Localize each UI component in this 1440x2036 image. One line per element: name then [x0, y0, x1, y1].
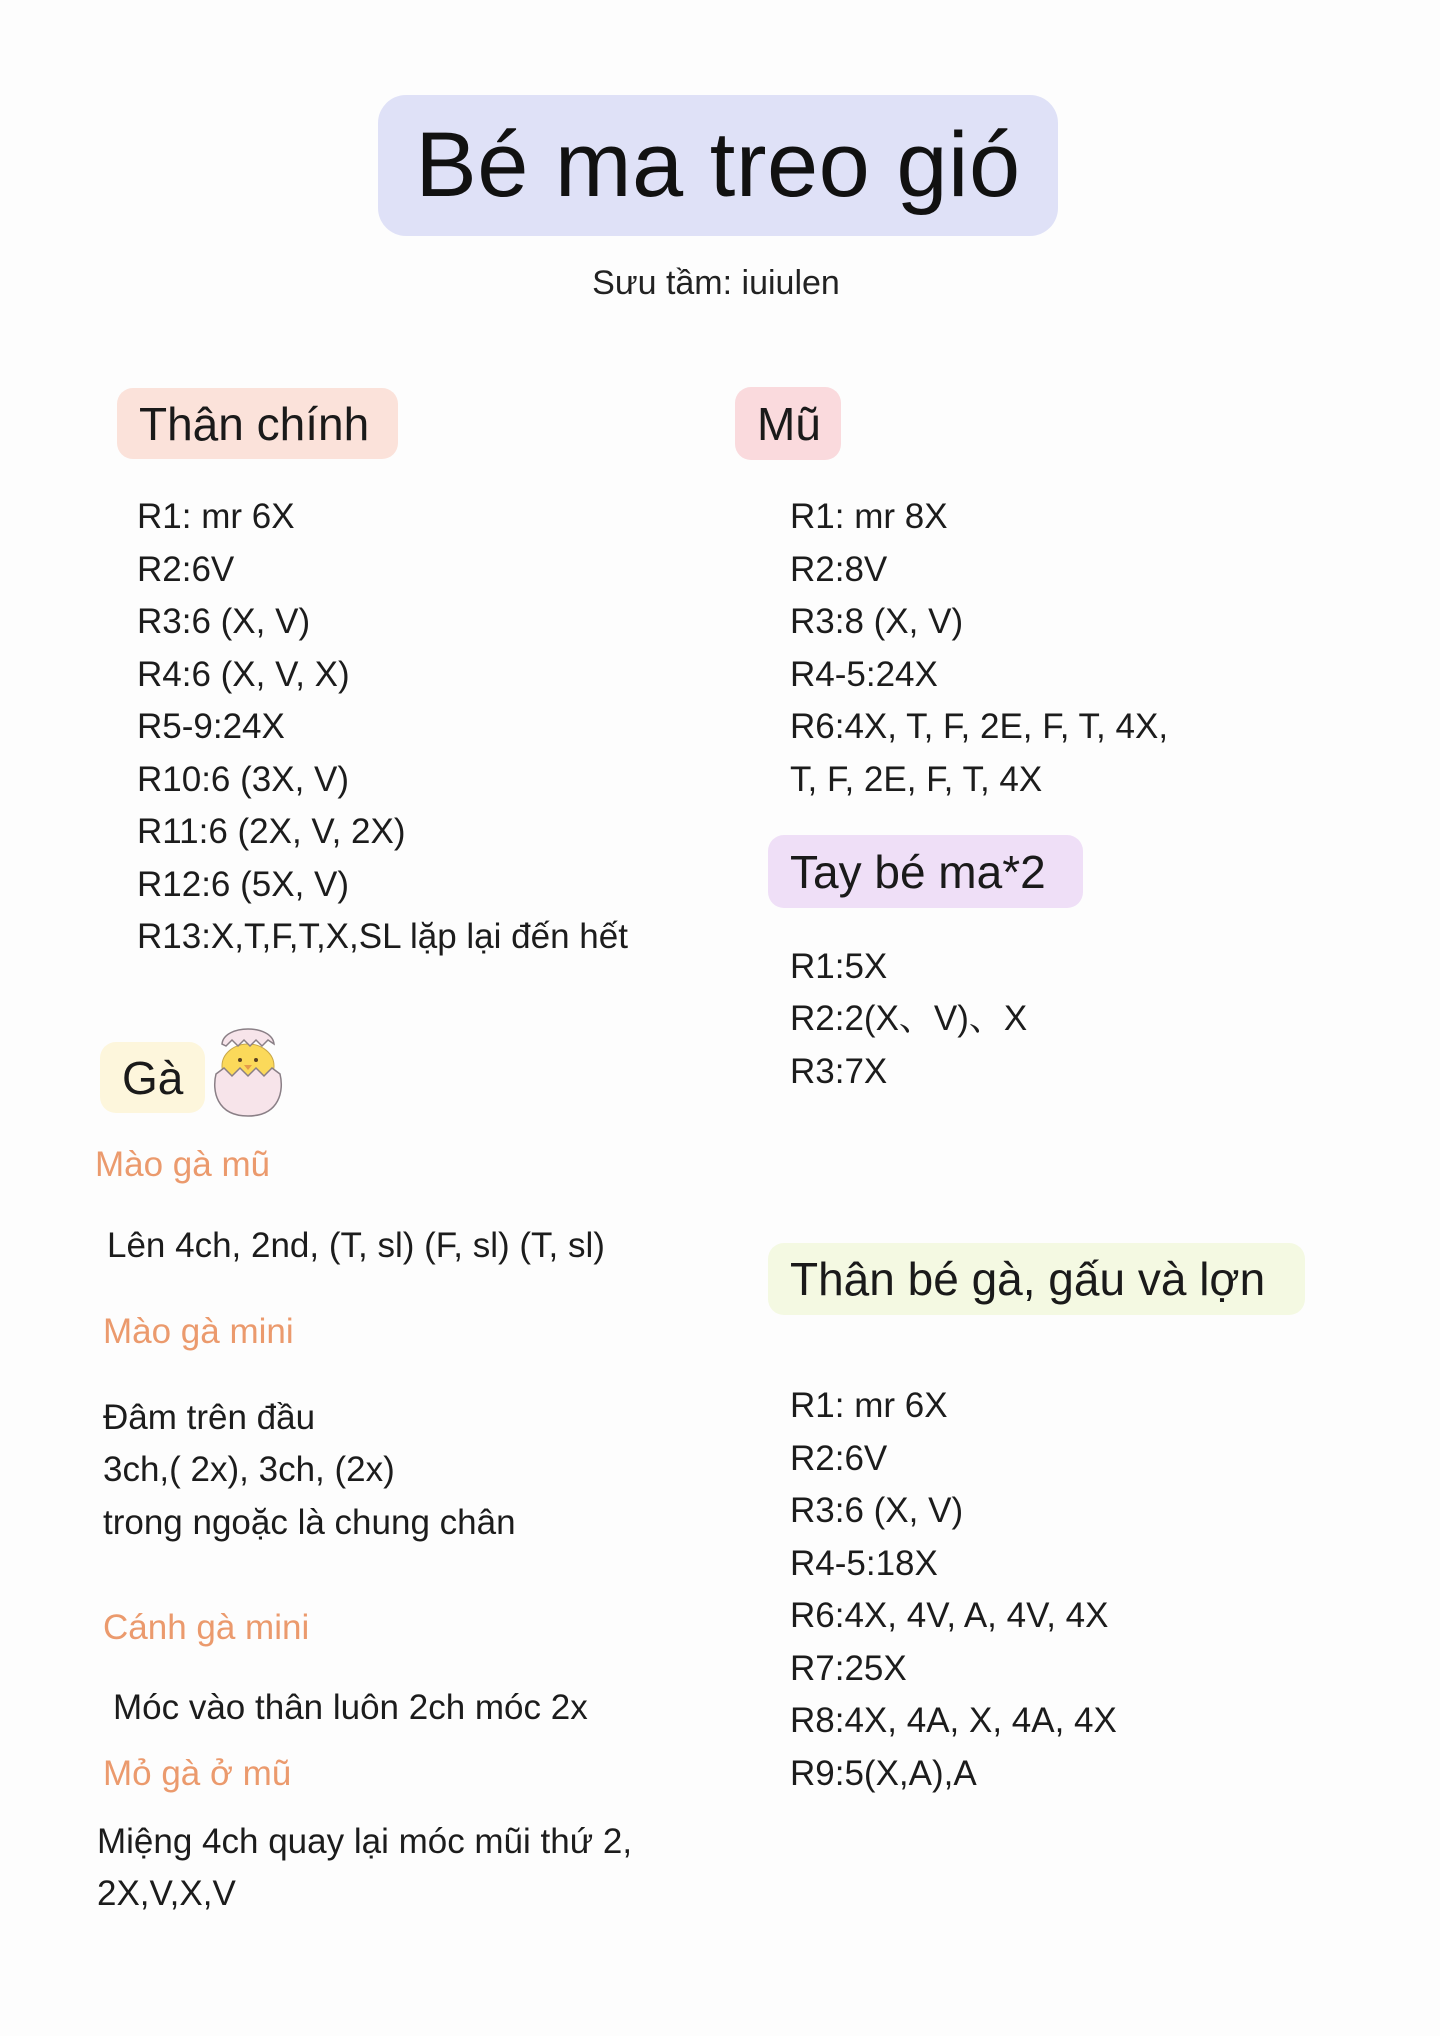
pattern-row: T, F, 2E, F, T, 4X	[790, 760, 1043, 799]
pattern-row: R5-9:24X	[137, 707, 285, 746]
pattern-row: R4-5:18X	[790, 1544, 938, 1583]
section-badge-mu	[735, 387, 841, 460]
section-badge-than-chinh	[117, 388, 398, 459]
pattern-row: R9:5(X,A),A	[790, 1754, 977, 1793]
pattern-line: trong ngoặc là chung chân	[103, 1503, 516, 1542]
section-title: Mũ	[757, 397, 821, 450]
pattern-row: R6:4X, 4V, A, 4V, 4X	[790, 1596, 1109, 1635]
section-title: Gà	[122, 1051, 184, 1104]
pattern-row: R2:6V	[137, 550, 235, 589]
pattern-line: Lên 4ch, 2nd, (T, sl) (F, sl) (T, sl)	[107, 1226, 605, 1265]
section-title: Thân bé gà, gấu và lợn	[790, 1253, 1266, 1305]
pattern-row: R11:6 (2X, V, 2X)	[137, 812, 406, 851]
pattern-row: R1: mr 6X	[790, 1386, 948, 1425]
pattern-row: R1: mr 8X	[790, 497, 948, 536]
pattern-row: R1:5X	[790, 947, 888, 986]
section-badge-than-be	[768, 1243, 1305, 1315]
pattern-row: R3:6 (X, V)	[790, 1491, 964, 1530]
pattern-row: R2:8V	[790, 550, 888, 589]
section-title: Tay bé ma*2	[790, 845, 1046, 898]
pattern-row: R4-5:24X	[790, 655, 938, 694]
pattern-row: R2:2(X、V)、X	[790, 999, 1028, 1038]
pattern-row: R2:6V	[790, 1439, 888, 1478]
pattern-row: R3:7X	[790, 1052, 888, 1091]
section-title: Thân chính	[139, 397, 370, 450]
pattern-row: R12:6 (5X, V)	[137, 865, 350, 904]
subheading: Mào gà mũ	[95, 1145, 271, 1184]
page-subtitle: Sưu tầm: iuiulen	[592, 264, 840, 302]
subheading: Cánh gà mini	[103, 1608, 310, 1647]
page-title: Bé ma treo gió	[415, 114, 1021, 216]
pattern-line: Móc vào thân luôn 2ch móc 2x	[113, 1688, 588, 1727]
pattern-line: 3ch,( 2x), 3ch, (2x)	[103, 1450, 395, 1489]
title-banner	[378, 95, 1058, 236]
section-badge-ga	[100, 1042, 205, 1113]
pattern-row: R8:4X, 4A, X, 4A, 4X	[790, 1701, 1117, 1740]
pattern-row: R1: mr 6X	[137, 497, 295, 536]
pattern-line: Đâm trên đầu	[103, 1398, 316, 1437]
pattern-line: Miệng 4ch quay lại móc mũi thứ 2,	[97, 1822, 633, 1861]
pattern-line: 2X,V,X,V	[97, 1874, 236, 1913]
pattern-row: R4:6 (X, V, X)	[137, 655, 350, 694]
subheading: Mào gà mini	[103, 1312, 294, 1351]
subheading: Mỏ gà ở mũ	[103, 1754, 292, 1793]
pattern-row: R3:8 (X, V)	[790, 602, 964, 641]
pattern-row: R3:6 (X, V)	[137, 602, 311, 641]
pattern-row: R6:4X, T, F, 2E, F, T, 4X,	[790, 707, 1169, 746]
pattern-row: R7:25X	[790, 1649, 907, 1688]
pattern-row: R10:6 (3X, V)	[137, 760, 350, 799]
section-badge-tay-be-ma	[768, 835, 1083, 908]
chick-in-egg-icon	[208, 1016, 288, 1120]
pattern-row: R13:X,T,F,T,X,SL lặp lại đến hết	[137, 917, 628, 956]
